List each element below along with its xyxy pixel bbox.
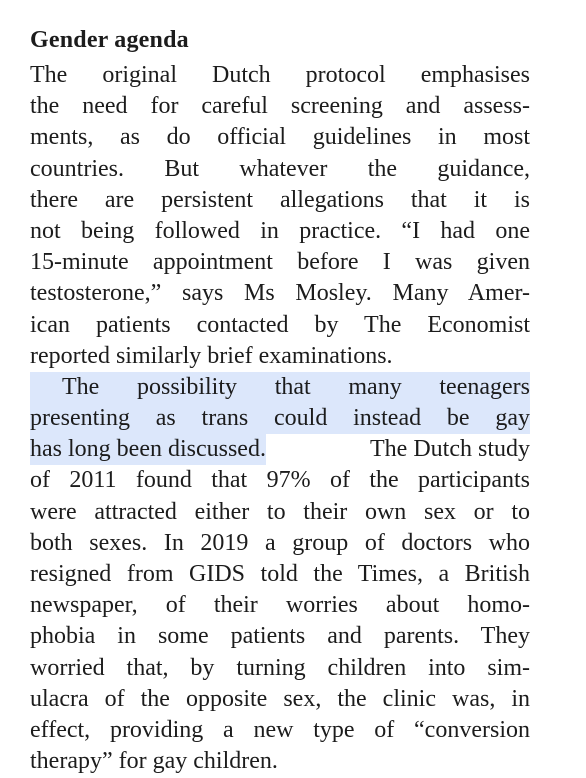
text-line: there are persistent allegations that it is [30, 186, 530, 213]
highlighted-text-segment[interactable]: has long been discussed. [30, 434, 266, 465]
text-line: testosterone,” says Ms Mosley. Many Amer- [30, 280, 530, 307]
text-segment: The Dutch study [370, 436, 530, 463]
text-line: phobia in some patients and parents. They [30, 623, 530, 650]
article-column [30, 20, 530, 777]
text-line: ments, as do official guidelines in most [30, 124, 530, 151]
text-line: countries. But whatever the guidance, [30, 155, 530, 182]
highlighted-text-line[interactable]: The possibility that many teenagers [30, 372, 530, 403]
text-line: not being followed in practice. “I had one [30, 217, 530, 244]
text-line: 15-minute appointment before I was given [30, 249, 530, 276]
text-line: both sexes. In 2019 a group of doctors who [30, 529, 530, 556]
text-line-mixed [30, 434, 530, 465]
text-line: The original Dutch protocol emphasises [30, 62, 530, 88]
text-line: resigned from GIDS told the Times, a British [30, 561, 530, 587]
text-line: worried that, by turning children into sim- [30, 654, 530, 681]
text-line: of 2011 found that 97% of the participants [30, 467, 530, 494]
text-line: effect, providing a new type of “conversion [30, 716, 530, 743]
text-line: ulacra of the opposite sex, the clinic was, in [30, 685, 530, 712]
text-line: were attracted either to their own sex or to [30, 498, 530, 525]
text-line: the need for careful screening and assess- [30, 93, 530, 120]
text-line: reported similarly brief examinations. [30, 342, 393, 369]
highlighted-text-line[interactable]: presenting as trans could instead be gay [30, 403, 530, 434]
section-heading: Gender agenda [30, 27, 189, 53]
text-line: newspaper, of their worries about homo- [30, 592, 530, 619]
text-line: ican patients contacted by The Economist [30, 311, 530, 338]
text-line: therapy” for gay children. [30, 748, 278, 775]
